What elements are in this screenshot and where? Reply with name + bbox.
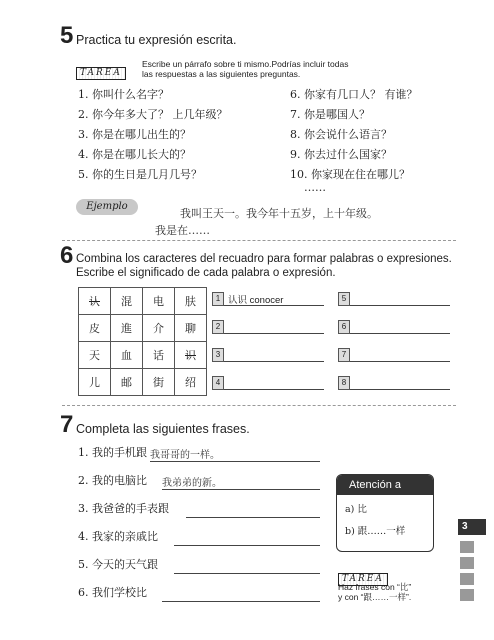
questions-right bbox=[290, 88, 418, 194]
instruction-line-1: Escribe un párrafo sobre ti mismo.Podrías incluir todas bbox=[142, 59, 349, 69]
grid-cell: 血 bbox=[111, 342, 143, 369]
section-5-title: Practica tu expresión escrita. bbox=[76, 33, 237, 47]
grid-cell: 邮 bbox=[111, 369, 143, 396]
tarea-label: TAREA bbox=[76, 67, 126, 80]
divider bbox=[62, 405, 456, 406]
tab-marker bbox=[460, 573, 474, 585]
grid-cell: 皮 bbox=[79, 315, 111, 342]
question: 5. 你的生日是几月几号？ bbox=[78, 168, 202, 181]
slot-number: 3 bbox=[212, 348, 224, 362]
section-7-number: 7 bbox=[60, 411, 74, 438]
question: 10. 你家现在住在哪儿？ bbox=[290, 168, 410, 181]
answer-line[interactable] bbox=[174, 545, 320, 546]
attention-item-a: a) 比 bbox=[345, 504, 367, 515]
answer-slot-1[interactable] bbox=[212, 292, 324, 306]
answer-line[interactable] bbox=[162, 489, 320, 490]
grid-cell: 电 bbox=[143, 288, 175, 315]
section-6-title-line-1: Combina los caracteres del recuadro para formar palabras o expresiones. bbox=[76, 253, 452, 265]
slot-number: 6 bbox=[338, 320, 350, 334]
tarea-line-2: y con “跟……一样”. bbox=[338, 592, 412, 602]
character-grid bbox=[78, 287, 207, 396]
slot-1-answer: 认识 conocer bbox=[228, 295, 284, 306]
slot-number: 2 bbox=[212, 320, 224, 334]
slot-number: 1 bbox=[212, 292, 224, 306]
grid-cell: 绍 bbox=[175, 369, 207, 396]
grid-cell: 介 bbox=[143, 315, 175, 342]
sentence-6: 6. 我们学校比 bbox=[78, 586, 147, 599]
grid-cell: 儿 bbox=[79, 369, 111, 396]
sentence-4: 4. 我家的亲戚比 bbox=[78, 530, 158, 543]
grid-cell: 聊 bbox=[175, 315, 207, 342]
answer-slot-5[interactable] bbox=[338, 292, 450, 306]
example-line-2: 我是在…… bbox=[155, 224, 210, 237]
question: 9. 你去过什么国家？ bbox=[290, 148, 392, 161]
ejemplo-badge: Ejemplo bbox=[76, 199, 138, 215]
grid-cell: 肤 bbox=[175, 288, 207, 315]
section-6-number: 6 bbox=[60, 242, 74, 269]
grid-cell: 街 bbox=[143, 369, 175, 396]
sentence-3: 3. 我爸爸的手表跟 bbox=[78, 502, 169, 515]
question: 4. 你是在哪儿长大的？ bbox=[78, 148, 191, 161]
section-7-title: Completa las siguientes frases. bbox=[76, 422, 250, 436]
tab-marker bbox=[460, 541, 474, 553]
tab-marker bbox=[460, 589, 474, 601]
grid-cell: 认 bbox=[79, 288, 111, 315]
tab-marker bbox=[460, 557, 474, 569]
slot-line bbox=[350, 305, 450, 306]
answer-slot-7[interactable] bbox=[338, 348, 450, 362]
attention-box bbox=[336, 474, 434, 552]
instruction-line-2: las respuestas a las siguientes preguntas. bbox=[142, 69, 301, 79]
slot-line bbox=[224, 361, 324, 362]
grid-cell: 识 bbox=[175, 342, 207, 369]
question: 2. 你今年多大了？ 上几年级？ bbox=[78, 108, 228, 121]
sentence-1: 1. 我的手机跟 bbox=[78, 446, 147, 459]
section-6-title bbox=[76, 253, 452, 281]
answer-line[interactable] bbox=[150, 461, 320, 462]
chapter-tab[interactable]: 3 bbox=[458, 519, 486, 535]
question: 7. 你是哪国人？ bbox=[290, 108, 370, 121]
tarea-label-2: TAREA bbox=[338, 573, 388, 586]
slot-line bbox=[350, 361, 450, 362]
tarea-line-1: Haz frases con “比” bbox=[338, 582, 412, 592]
slot-line bbox=[350, 333, 450, 334]
sentence-5: 5. 今天的天气跟 bbox=[78, 558, 158, 571]
section-5-instruction bbox=[142, 59, 348, 79]
tarea-instruction bbox=[338, 582, 411, 602]
grid-cell: 混 bbox=[111, 288, 143, 315]
answer-line[interactable] bbox=[162, 601, 320, 602]
example-line-1: 我叫王天一。我今年十五岁，上十年级。 bbox=[180, 207, 378, 220]
tarea-badge bbox=[76, 60, 126, 80]
grid-cell: 话 bbox=[143, 342, 175, 369]
section-6-title-line-2: Escribe el significado de cada palabra o expresión. bbox=[76, 266, 336, 279]
answer-line[interactable] bbox=[186, 517, 320, 518]
handwritten-answer-1: 我哥哥的一样。 bbox=[150, 450, 220, 461]
answer-slot-6[interactable] bbox=[338, 320, 450, 334]
slot-number: 4 bbox=[212, 376, 224, 390]
attention-item-b: b) 跟……一样 bbox=[345, 526, 406, 537]
divider bbox=[62, 240, 456, 241]
questions-left bbox=[78, 88, 228, 181]
answer-line[interactable] bbox=[174, 573, 320, 574]
slot-number: 5 bbox=[338, 292, 350, 306]
attention-title: Atención a bbox=[337, 475, 433, 495]
question: 3. 你是在哪儿出生的？ bbox=[78, 128, 191, 141]
slot-number: 7 bbox=[338, 348, 350, 362]
handwritten-answer-2: 我弟弟的新。 bbox=[162, 478, 222, 489]
answer-slot-8[interactable] bbox=[338, 376, 450, 390]
slot-line bbox=[224, 389, 324, 390]
question: 6. 你家有几口人？ 有谁？ bbox=[290, 88, 418, 101]
slot-number: 8 bbox=[338, 376, 350, 390]
section-5-number: 5 bbox=[60, 22, 74, 49]
slot-line bbox=[350, 389, 450, 390]
answer-slot-4[interactable] bbox=[212, 376, 324, 390]
question: 8. 你会说什么语言？ bbox=[290, 128, 392, 141]
answer-slot-3[interactable] bbox=[212, 348, 324, 362]
grid-cell: 進 bbox=[111, 315, 143, 342]
sentence-2: 2. 我的电脑比 bbox=[78, 474, 147, 487]
slot-line bbox=[224, 333, 324, 334]
grid-cell: 天 bbox=[79, 342, 111, 369]
answer-slot-2[interactable] bbox=[212, 320, 324, 334]
ellipsis: …… bbox=[304, 181, 326, 194]
question: 1. 你叫什么名字？ bbox=[78, 88, 169, 101]
